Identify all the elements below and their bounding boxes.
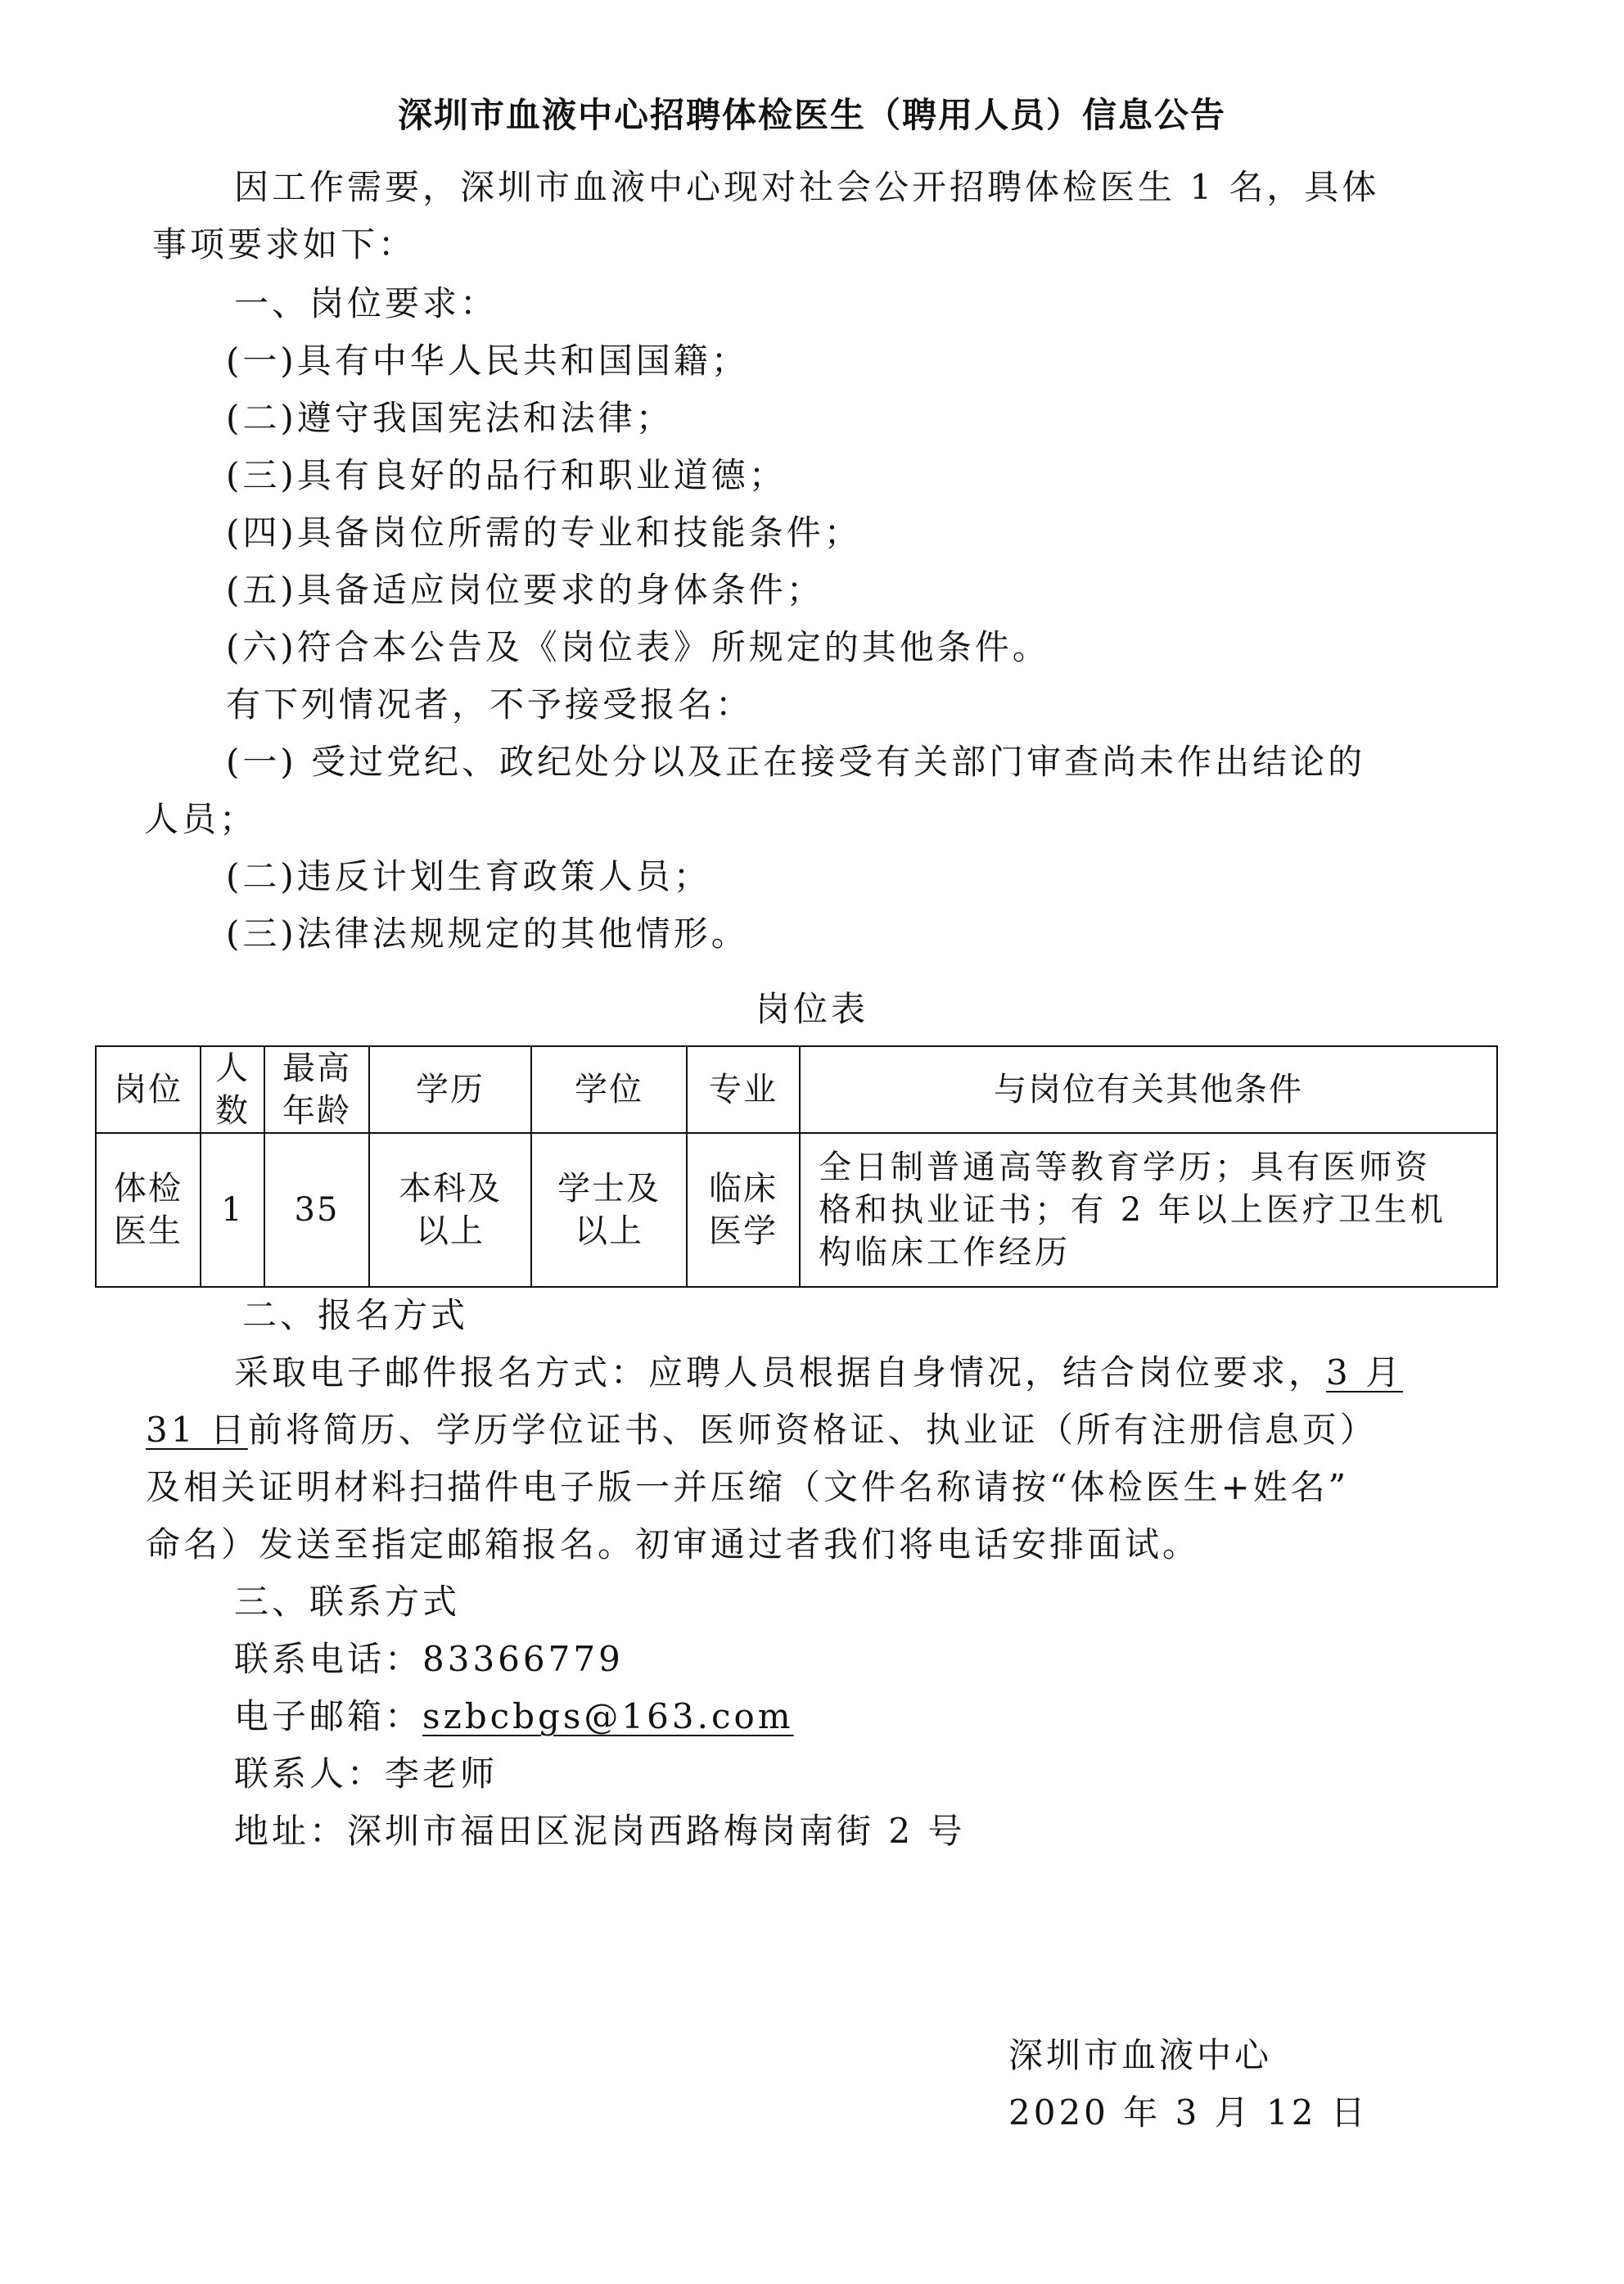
phone-number: 83366779 [422,1639,624,1679]
cell-position: 体检 医生 [96,1133,201,1287]
requirement-item: (二)遵守我国宪法和法律； [226,398,674,438]
registration-line-3: 及相关证明材料扫描件电子版一并压缩（文件名称请按“体检医生+姓名” [146,1467,1350,1507]
contact-email: 电子邮箱：szbcbgs@163.com [234,1696,794,1736]
registration-line-2: 31 日前将简历、学历学位证书、医师资格证、执业证（所有注册信息页） [146,1410,1378,1450]
table-row [96,1133,1497,1287]
contact-person: 联系人：李老师 [234,1754,498,1794]
requirement-item: (一)具有中华人民共和国国籍； [226,341,749,381]
header-major: 专业 [687,1046,800,1133]
deadline-month: 3 月 [1326,1352,1404,1393]
exclusion-item-continued: 人员； [144,799,258,839]
cell-education: 本科及 以上 [369,1133,531,1287]
section1-heading: 一、岗位要求： [234,283,498,323]
registration-line-4: 命名）发送至指定邮箱报名。初审通过者我们将电话安排面试。 [146,1524,1201,1564]
header-education: 学历 [369,1046,531,1133]
cell-max-age: 35 [264,1133,369,1287]
requirement-item: (六)符合本公告及《岗位表》所规定的其他条件。 [226,627,1050,667]
exclusion-item: (一) 受过党纪、政纪处分以及正在接受有关部门审查尚未作出结论的 [226,742,1366,782]
email-link[interactable]: szbcbgs@163.com [422,1696,794,1736]
cell-major: 临床 医学 [687,1133,800,1287]
exclusion-item: (二)违反计划生育政策人员； [226,856,711,896]
job-table-title: 岗位表 [755,989,868,1029]
header-position: 岗位 [96,1046,201,1133]
section3-heading: 三、联系方式 [234,1582,461,1622]
header-max-age: 最高 年龄 [264,1046,369,1133]
header-other-conditions: 与岗位有关其他条件 [800,1046,1497,1133]
contact-address: 地址：深圳市福田区泥岗西路梅岗南街 2 号 [234,1811,966,1851]
signature-org: 深圳市血液中心 [1008,2035,1273,2075]
table-header-row [96,1046,1497,1133]
section2-heading: 二、报名方式 [242,1295,469,1335]
exclusion-item: (三)法律法规规定的其他情形。 [226,914,749,954]
exclusion-heading: 有下列情况者，不予接受报名： [226,684,754,724]
requirement-item: (四)具备岗位所需的专业和技能条件； [226,512,862,553]
intro-line-2: 事项要求如下： [152,224,417,264]
page-title: 深圳市血液中心招聘体检医生（聘用人员）信息公告 [397,95,1226,135]
intro-line-1: 因工作需要，深圳市血液中心现对社会公开招聘体检医生 1 名，具体 [234,167,1380,207]
cell-other-conditions: 全日制普通高等教育学历；具有医师资 格和执业证书；有 2 年以上医疗卫生机 构临床工作经历 [800,1133,1497,1287]
job-table [95,1045,1498,1288]
header-count: 人 数 [201,1046,264,1133]
requirement-item: (三)具有良好的品行和职业道德； [226,455,787,495]
requirement-item: (五)具备适应岗位要求的身体条件； [226,570,824,610]
signature-date: 2020 年 3 月 12 日 [1008,2092,1369,2133]
deadline-day: 31 日 [146,1410,248,1450]
cell-count: 1 [201,1133,264,1287]
registration-line-1: 采取电子邮件报名方式：应聘人员根据自身情况，结合岗位要求，3 月 [234,1352,1404,1393]
contact-phone: 联系电话：83366779 [234,1639,624,1679]
header-degree: 学位 [531,1046,687,1133]
cell-degree: 学士及 以上 [531,1133,687,1287]
